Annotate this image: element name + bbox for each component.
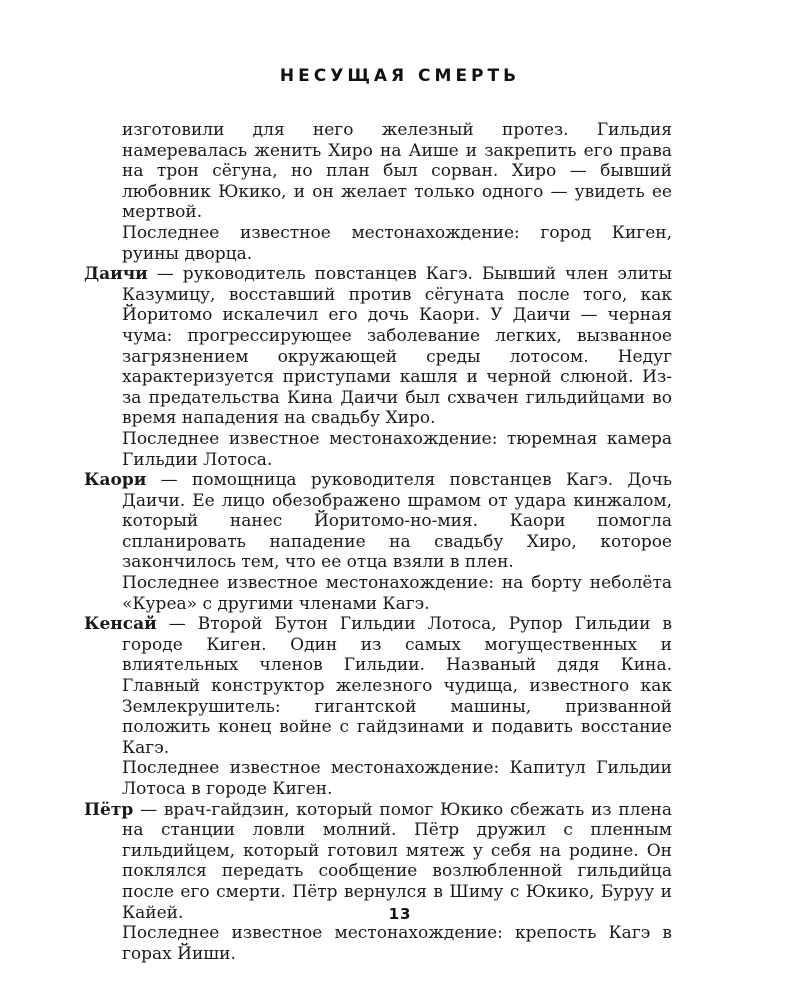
entry-text: — помощница руководителя повстанцев Кагэ. Дочь Даичи. Ее лицо обезображено шрамом от удара кинжалом, который нанес Йоритомо-но-мия. Каори помогла спланировать нападение на свадьбу Хиро, которое закончилось тем, что ее отца взяли в плен. <box>122 470 672 573</box>
running-head: НЕСУЩАЯ СМЕРТЬ <box>279 66 521 86</box>
entry-location: Последнее известное местонахождение: Капитул Гильдии Лотоса в городе Киген. <box>122 758 672 799</box>
entry-kaori <box>84 470 672 614</box>
continued-location: Последнее известное местонахождение: город Киген, руины дворца. <box>122 222 672 264</box>
entry-location: Последнее известное местонахождение: тюремная камера Гильдии Лотоса. <box>122 428 672 470</box>
entry-text: — врач-гайдзин, который помог Юкико сбежать из плена на станции ловли молний. Пётр дружил с пленным гильдийцем, который готовил мятеж у себя на родине. Он поклялся передать сообщение возлюбленной гильдийца после его смерти. Пётр вернулся в Шиму с Юкико, Буруу и Кайей. <box>122 799 672 923</box>
entry-kensai <box>84 614 672 799</box>
entry-name: Каори <box>84 470 147 491</box>
entry-text: — Второй Бутон Гильдии Лотоса, Рупор Гильдии в городе Киген. Один из самых могущественных и влиятельных членов Гильдии. Названый дядя Кина. Главный конструктор железного чудища, известного как Землекрушитель: гигантской машины, призванной положить конец войне с гайдзинами и подавить восстание Кагэ. <box>122 614 672 758</box>
entry-name: Пётр <box>84 799 134 820</box>
entry-daichi <box>84 264 672 470</box>
continued-entry <box>84 120 672 264</box>
entry-location: Последнее известное местонахождение: крепость Кагэ в горах Йиши. <box>122 923 672 964</box>
continued-text: изготовили для него железный протез. Гильдия намеревалась женить Хиро на Аише и закрепить его права на трон сёгуна, но план был сорван. Хиро — бывший любовник Юкико, и он желает только одного — увидеть ее мертвой. <box>122 120 672 223</box>
glossary-text <box>84 120 672 964</box>
entry-petr <box>84 800 672 965</box>
page-number: 13 <box>388 905 412 923</box>
entry-location: Последнее известное местонахождение: на борту неболёта «Куреа» с другими членами Кагэ. <box>122 573 672 614</box>
entry-name: Даичи <box>84 264 148 285</box>
entry-text: — руководитель повстанцев Кагэ. Бывший член элиты Казумицу, восставший против сёгуната после того, как Йоритомо искалечил его дочь Каори. У Даичи — черная чума: прогрессирующее заболевание легких, вызванное загрязнением окружающей среды лотосом. Недуг характеризуется приступами кашля и черной слюной. Из-за предательства Кина Даичи был схвачен гильдийцами во время нападения на свадьбу Хиро. <box>122 264 672 429</box>
entry-name: Кенсай <box>84 614 157 635</box>
